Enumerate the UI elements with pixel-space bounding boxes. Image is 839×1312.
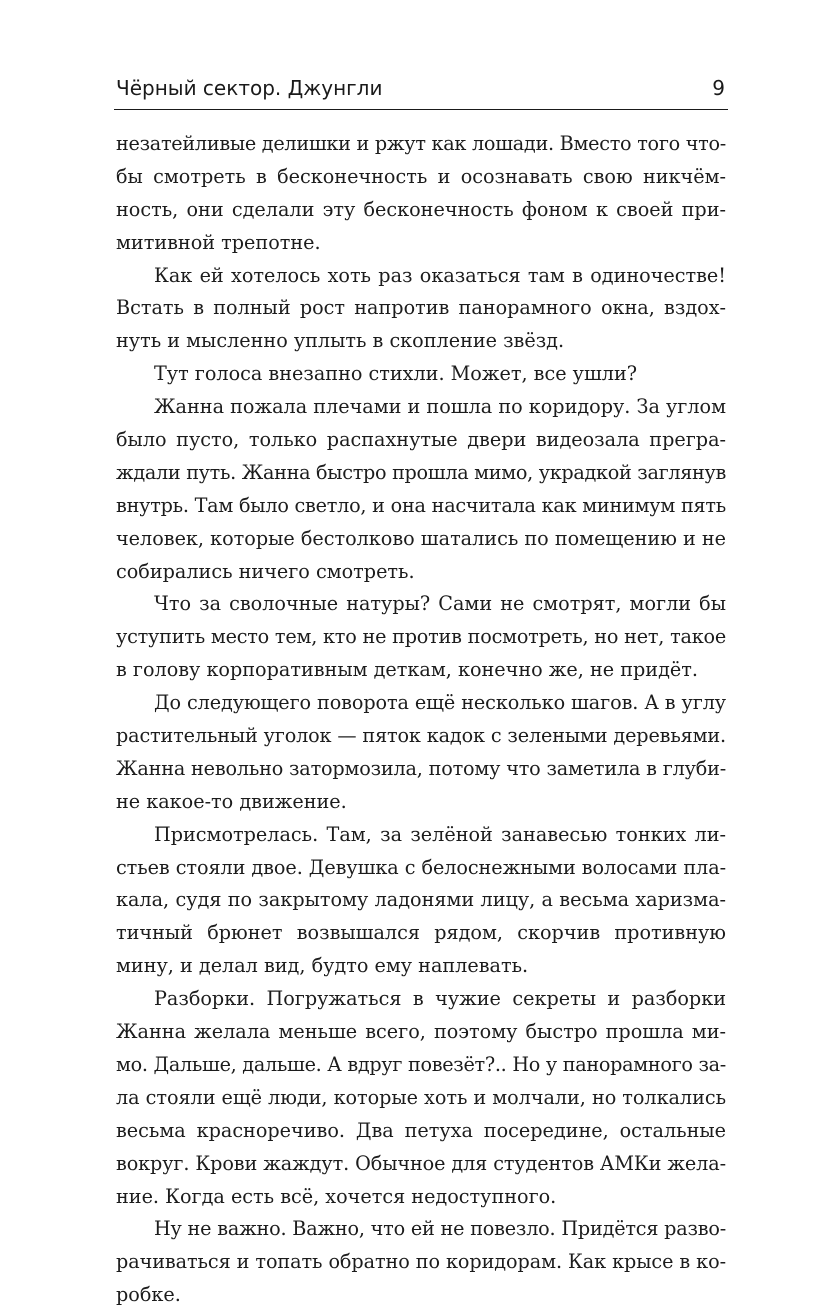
page-number: 9 (712, 76, 725, 100)
text-line: Тут голоса внезапно стихли. Может, все ушли? (154, 362, 638, 386)
text-line: не какое-то движение. (116, 789, 347, 813)
text-line: До следующего поворота ещё несколько шагов. А в углу (154, 691, 726, 715)
text-line: митивной трепотне. (116, 230, 321, 254)
body-text (116, 128, 726, 1312)
running-title: Чёрный сектор. Джунгли (116, 76, 383, 100)
text-line: Разборки. Погружаться в чужие секреты и разборки (154, 987, 726, 1011)
header-rule (114, 109, 728, 110)
text-line: рачиваться и топать обратно по коридорам. Как крысе в ко- (116, 1250, 726, 1274)
text-line: стьев стояли двое. Девушка с белоснежными волосами пла- (116, 855, 726, 879)
text-line: Ну не важно. Важно, что ей не повезло. Придётся разво- (154, 1217, 726, 1241)
text-line: Жанна пожала плечами и пошла по коридору. За углом (154, 395, 726, 419)
text-line: собирались ничего смотреть. (116, 559, 415, 583)
text-line: бы смотреть в бесконечность и осознавать свою никчём- (116, 164, 726, 188)
text-line: уступить место тем, кто не против посмотреть, но нет, такое (116, 625, 726, 649)
text-line: человек, которые бестолково шатались по помещению и не (116, 526, 727, 550)
text-line: кала, судя по закрытому ладонями лицу, а весьма харизма- (116, 888, 726, 912)
text-line: Встать в полный рост напротив панорамного окна, вздох- (116, 296, 726, 320)
text-line: внутрь. Там было светло, и она насчитала как минимум пять (116, 493, 726, 517)
text-line: мину, и делал вид, будто ему наплевать. (116, 954, 529, 978)
text-line: ла стояли ещё люди, которые хоть и молчали, но толкались (116, 1085, 726, 1109)
text-line: растительный уголок — пяток кадок с зелеными деревьями. (116, 724, 726, 748)
running-head (116, 72, 727, 104)
text-line: ность, они сделали эту бесконечность фоном к своей при- (116, 197, 726, 221)
text-line: в голову корпоративным деткам, конечно же, не придёт. (116, 658, 698, 682)
text-line: тичный брюнет возвышался рядом, скорчив противную (116, 921, 726, 945)
text-line: Присмотрелась. Там, за зелёной занавесью тонких ли- (154, 822, 726, 846)
text-line: вокруг. Крови жаждут. Обычное для студентов АМКи жела- (116, 1151, 726, 1175)
text-line: Жанна невольно затормозила, потому что заметила в глуби- (116, 756, 726, 780)
text-line: весьма красноречиво. Два петуха посередине, остальные (116, 1118, 726, 1142)
text-line: мо. Дальше, дальше. А вдруг повезёт?.. Но у панорамного за- (116, 1052, 726, 1076)
text-line: ждали путь. Жанна быстро прошла мимо, украдкой заглянув (116, 460, 726, 484)
text-line: нуть и мысленно уплыть в скопление звёзд. (116, 329, 565, 353)
text-line: было пусто, только распахнутые двери видеозала прегра- (116, 428, 726, 452)
text-line: Что за сволочные натуры? Сами не смотрят, могли бы (154, 592, 726, 616)
text-line: робке. (116, 1283, 181, 1307)
text-line: ние. Когда есть всё, хочется недоступного. (116, 1184, 557, 1208)
text-line: Жанна желала меньше всего, поэтому быстро прошла ми- (116, 1020, 726, 1044)
text-line: незатейливые делишки и ржут как лошади. Вместо того что- (116, 132, 726, 155)
text-line: Как ей хотелось хоть раз оказаться там в одиночестве! (154, 263, 726, 287)
